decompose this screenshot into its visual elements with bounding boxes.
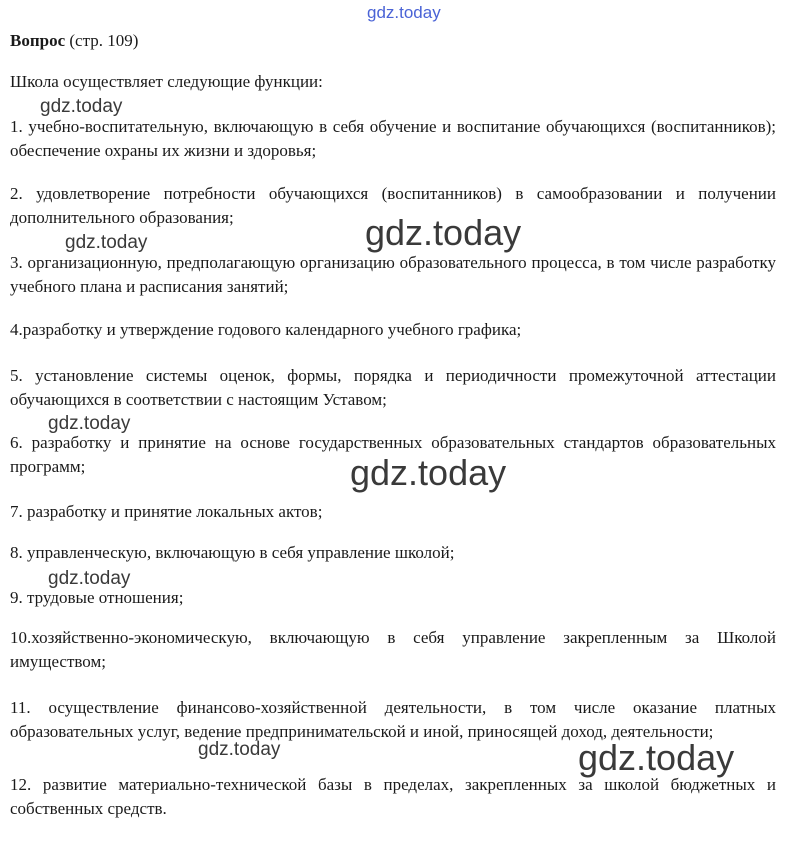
list-item-8: 8. управленческую, включающую в себя управление школой; [10,543,455,562]
list-item-2: 2. удовлетворение потребности обучающихся (воспитанников) в самообразовании и получении дополнительного образования; [10,184,776,227]
watermark-5: gdz.today [350,452,507,493]
watermark-1: gdz.today [40,96,123,117]
list-item-5: 5. установление системы оценок, формы, порядка и периодичности промежуточной аттестации обучающихся в соответствии с настоящим Уставом; [10,366,776,409]
watermark-3: gdz.today [365,212,522,253]
list-item-10: 10.хозяйственно-экономическую, включающую в себя управление закрепленным за Школой имуществом; [10,628,776,671]
watermark-4: gdz.today [48,413,131,434]
watermark-top: gdz.today [367,3,441,22]
question-heading [10,30,138,52]
list-item-1: 1. учебно-воспитательную, включающую в себя обучение и воспитание обучающихся (воспитанников); обеспечение охраны их жизни и здоровья; [10,117,776,160]
watermark-8: gdz.today [578,737,735,778]
question-heading-bold: Вопрос [10,31,66,50]
intro-text: Школа осуществляет следующие функции: [10,72,323,91]
list-item-11: 11. осуществление финансово-хозяйственной деятельности, в том числе оказание платных образовательных услуг, ведение предпринимательской и иной, приносящей доход, деятельности; [10,698,776,741]
list-item-7: 7. разработку и принятие локальных актов; [10,502,323,521]
list-item-9: 9. трудовые отношения; [10,588,184,607]
watermark-6: gdz.today [48,568,131,589]
list-item-3: 3. организационную, предполагающую организацию образовательного процесса, в том числе разработку учебного плана и расписания занятий; [10,253,776,296]
watermark-2: gdz.today [65,232,148,253]
list-item-6: 6. разработку и принятие на основе государственных образовательных стандартов образовательных программ; [10,433,776,476]
list-item-4: 4.разработку и утверждение годового календарного учебного графика; [10,320,522,339]
question-heading-page: (стр. 109) [65,31,139,50]
watermark-7: gdz.today [198,739,281,760]
list-item-12: 12. развитие материально-технической базы в пределах, закрепленных за школой бюджетных и собственных средств. [10,775,776,818]
